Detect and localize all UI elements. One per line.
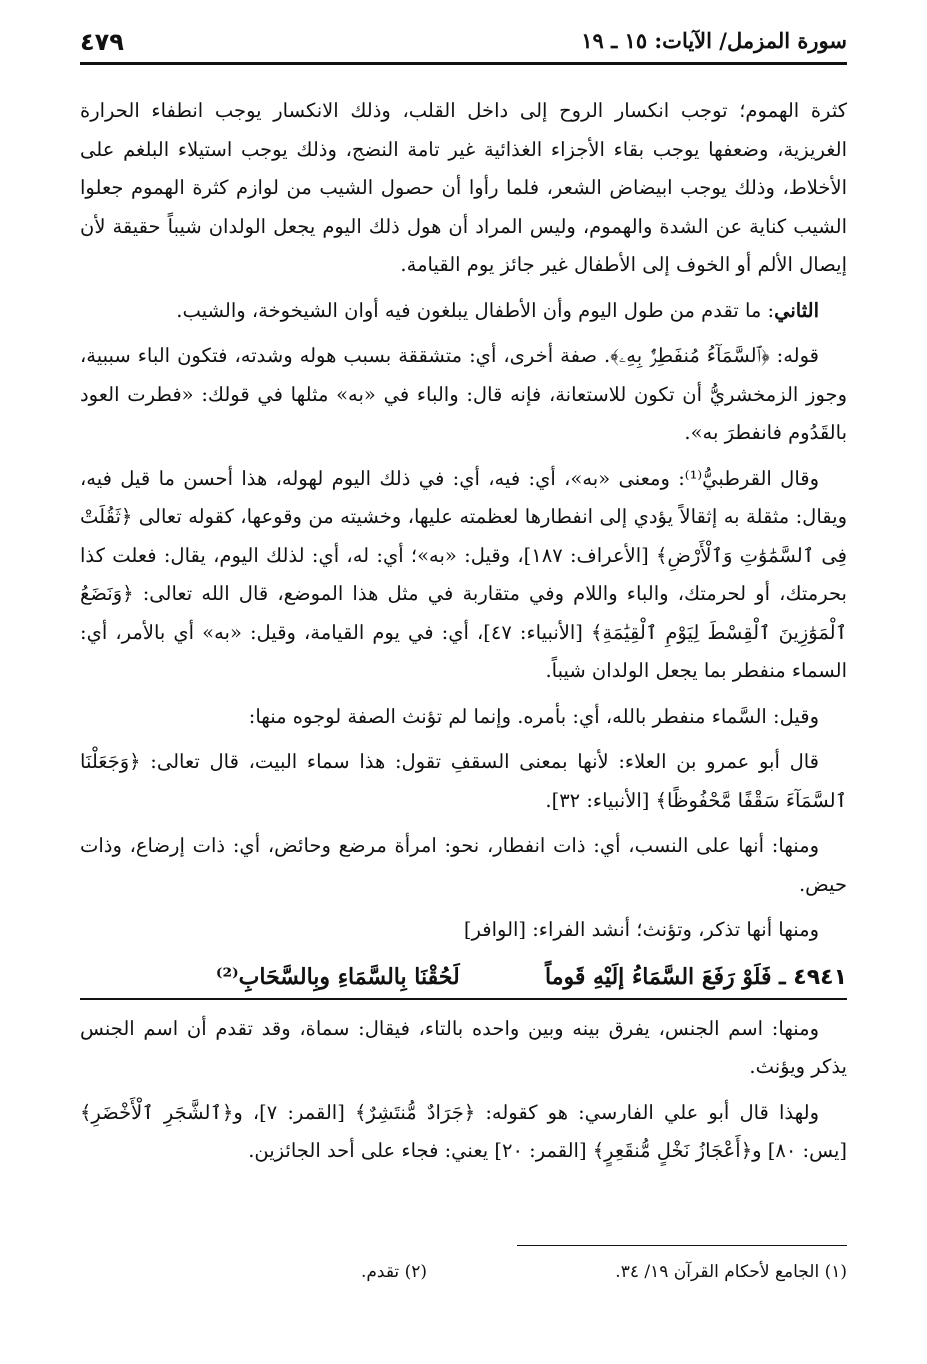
verse-second-half: لَحُقْنَا بِالسَّمَاءِ وبِالسَّحَابِ⁽²⁾: [215, 963, 460, 990]
footnote-divider: [517, 1245, 847, 1246]
paragraph-text: : ما تقدم من طول اليوم وأن الأطفال يبلغون فيه أوان الشيخوخة، والشيب.: [176, 298, 775, 322]
poetry-verse: ٤٩٤١ ـ فَلَوْ رَفَعَ السَّمَاءُ إلَيْهِ قَوماً لَحُقْنَا بِالسَّمَاءِ وبِالسَّحَابِ⁽²⁾: [80, 957, 847, 1000]
footnote-2: (٢) تقدم.: [360, 1262, 427, 1282]
page-number: ٤٧٩: [80, 28, 124, 56]
paragraph: [80, 292, 847, 331]
running-title: سورة المزمل/ الآيات: ١٥ ـ ١٩: [581, 28, 847, 53]
verse-number: ٤٩٤١: [793, 964, 847, 990]
paragraph: قوله: ﴿ٱلسَّمَآءُ مُنفَطِرٌۢ بِهِۦ﴾. صفة أخرى، أي: متشققة بسبب هوله وشدته، فتكون الباء سببية، وجوز الزمخشريُّ أن تكون للاستعانة، فإنه قال: والباء في «به» مثلها في قولك: «فطرت العود بالقَدُوم فانفطرَ به».: [80, 344, 847, 444]
footnote-1: (١) الجامع لأحكام القرآن ١٩/ ٣٤.: [615, 1262, 847, 1282]
paragraph: وقيل: السَّماء منفطر بالله، أي: بأمره. وإنما لم تؤنث الصفة لوجوه منها:: [248, 704, 819, 728]
lead-word: الثاني: [774, 298, 819, 322]
page-header: [80, 28, 847, 65]
paragraph: كثرة الهموم؛ توجب انكسار الروح إلى داخل القلب، وذلك الانكسار يوجب انطفاء الحرارة الغريزية، وضعفها يوجب بقاء الأجزاء الغذائية غير تامة النضج، وذلك يوجب استيلاء البلغم على الأخلاط، وذلك يوجب ابيضاض الشعر، فلما رأوا أن حصول الشيب من لوازم كثرة الهموم جعلوا الشيب كناية عن الشدة والهموم، وليس المراد أن هول ذلك اليوم يجعل الولدان شيباً حقيقة لأن إيصال الألم أو الخوف إلى الأطفال غير جائز يوم القيامة.: [80, 99, 847, 276]
paragraph: ومنها أنها تذكر، وتؤنث؛ أنشد الفراء: [الوافر]: [463, 918, 819, 941]
paragraph: قال أبو عمرو بن العلاء: لأنها بمعنى السقفِ تقول: هذا سماء البيت، قال تعالى: ﴿وَجَعَلْنَا ٱلسَّمَآءَ سَقْفًا مَّحْفُوظًا﴾ [الأنبياء: ٣٢].: [80, 750, 847, 812]
paragraph: ومنها: أنها على النسب، أي: ذات انفطار، نحو: امرأة مرضع وحائض، أي: ذات إرضاع، وذات حيض.: [80, 834, 847, 896]
body-text: [80, 92, 847, 1178]
paragraph: وقال القرطبيُّ⁽¹⁾: ومعنى «به»، أي: فيه، أي: في ذلك اليوم لهوله، هذا أحسن ما قيل فيه، ويقال: مثقلة به إثقالاً يؤدي إلى انفطارها لعظمته عليها، وخشيته من وقوعها، كقوله تعالى ﴿ثَقُلَتْ فِى ٱلسَّمَٰوَٰتِ وَٱلْأَرْضِ﴾ [الأعراف: ١٨٧]، وقيل: «به»؛ أي: له، أي: لذلك اليوم، يقال: فعلت كذا بحرمتك، أو لحرمتك، والباء واللام وفي متقاربة في مثل هذا الموضع، قال الله تعالى: ﴿وَنَضَعُ ٱلْمَوَٰزِينَ ٱلْقِسْطَ لِيَوْمِ ٱلْقِيَٰمَةِ﴾ [الأنبياء: ٤٧]، أي: في يوم القيامة، وقيل: «به» أي بالأمر، أي: السماء منفطر بما يجعل الولدان شيباً.: [80, 466, 848, 682]
paragraph: ومنها: اسم الجنس، يفرق بينه وبين واحده بالتاء، فيقال: سماة، وقد تقدم أن اسم الجنس يذكر ويؤنث.: [80, 1016, 847, 1078]
verse-first-half: فَلَوْ رَفَعَ السَّمَاءُ إلَيْهِ قَوماً: [545, 963, 772, 990]
paragraph: ولهذا قال أبو علي الفارسي: هو كقوله: ﴿جَرَادٌ مُّنتَشِرٌ﴾ [القمر: ٧]، و﴿ٱلشَّجَرِ ٱلْأَخْضَرِ﴾ [يس: ٨٠] و﴿أَعْجَازُ نَخْلٍ مُّنقَعِرٍ﴾ [القمر: ٢٠] يعني: فجاء على أحد الجائزين.: [80, 1100, 847, 1162]
